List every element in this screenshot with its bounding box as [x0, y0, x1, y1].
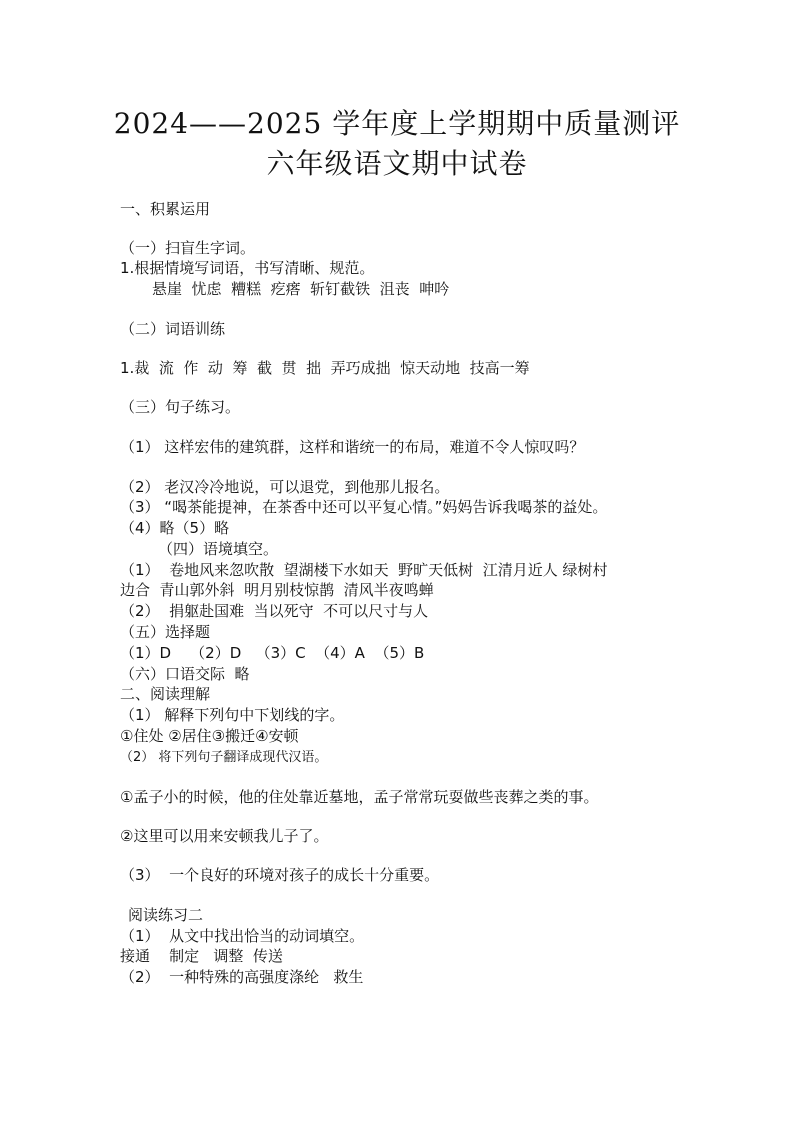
section-heading-accumulation: 一、积累运用 [120, 200, 211, 218]
subsection-heading-3: （三）句子练习。 [120, 398, 241, 416]
subsection-heading-5: （五）选择题 [120, 623, 211, 641]
answer-line: 1.裁 流 作 动 筹 截 贯 拙 弄巧成拙 惊天动地 技高一筹 [120, 359, 530, 377]
answer-line: （1） 从文中找出恰当的动词填空。 [120, 927, 365, 945]
answer-line: 边合 青山郭外斜 明月别枝惊鹊 清风半夜鸣蝉 [120, 581, 434, 599]
subsection-heading-2: （二）词语训练 [120, 320, 226, 338]
answer-line: （3） 一个良好的环境对孩子的成长十分重要。 [120, 866, 440, 884]
answer-line: （3） “喝茶能提神，在茶香中还可以平复心情。”妈妈告诉我喝茶的益处。 [120, 498, 608, 516]
answer-line: （1）D （2）D （3）C （4）A （5）B [120, 644, 425, 662]
exam-title-line2: 六年级语文期中试卷 [266, 147, 528, 180]
answer-line: 接通 制定 调整 传送 [120, 947, 283, 965]
answer-line: ②这里可以用来安顿我儿子了。 [120, 827, 329, 845]
answer-line: （1） 解释下列句中下划线的字。 [120, 706, 345, 724]
answer-line: 悬崖 忧虑 糟糕 疙瘩 斩钉截铁 沮丧 呻吟 [152, 280, 450, 298]
answer-line: （2） 将下列句子翻译成现代汉语。 [120, 750, 328, 765]
answer-line: （2） 捐躯赴国难 当以死守 不可以尺寸与人 [120, 602, 429, 620]
section-heading-reading: 二、阅读理解 [120, 685, 211, 703]
answer-line: （4）略（5）略 [120, 519, 230, 537]
subsection-heading-reading-2: 阅读练习二 [128, 906, 204, 924]
answer-line: （2） 一种特殊的高强度涤纶 救生 [120, 968, 364, 986]
exam-title-line1: 2024——2025 学年度上学期期中质量测评 [113, 107, 681, 140]
answer-line: ①孟子小的时候，他的住处靠近墓地，孟子常常玩耍做些丧葬之类的事。 [120, 788, 599, 806]
subsection-heading-4: （四）语境填空。 [158, 540, 279, 558]
question-line: 1.根据情境写词语，书写清晰、规范。 [120, 259, 375, 277]
answer-line: （2） 老汉冷冷地说，可以退党，到他那儿报名。 [120, 478, 450, 496]
answer-line: ①住处 ②居住③搬迁④安顿 [120, 727, 299, 745]
subsection-heading-6: （六）口语交际 略 [120, 665, 250, 683]
subsection-heading-1: （一）扫盲生字词。 [120, 239, 256, 257]
answer-line: （1） 卷地风来忽吹散 望湖楼下水如天 野旷天低树 江清月近人 绿树村 [120, 561, 608, 579]
answer-line: （1） 这样宏伟的建筑群，这样和谐统一的布局，难道不令人惊叹吗？ [120, 438, 585, 456]
